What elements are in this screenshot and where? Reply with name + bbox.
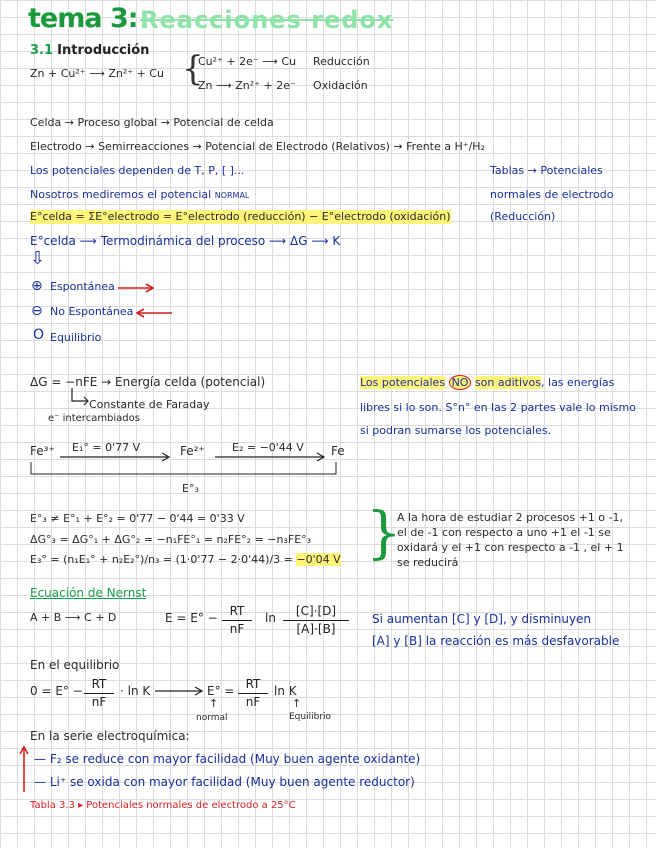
calc-line-1: E°₃ ≠ E°₁ + E°₂ = 0'77 − 0'44 = 0'33 V: [30, 512, 245, 525]
e2-label: E₂ = −0'44 V: [232, 441, 304, 454]
celda-line: Celda → Proceso global → Potencial de celda: [30, 116, 274, 129]
note-no-circled: NO: [449, 375, 472, 390]
nernst-numerator: [C]·[D]: [295, 604, 337, 618]
gibbs-equation: ΔG = −nFE → Energía celda (potencial): [30, 375, 266, 389]
half-reaction-1-label: Reducción: [313, 55, 370, 68]
equilibrio-rt: RT: [91, 677, 107, 691]
equilibrio-arrow: [155, 686, 205, 696]
equilibrio-rt-2: RT: [245, 677, 261, 691]
nernst-note-1: Si aumentan [C] y [D], y disminuyen: [372, 612, 592, 626]
fe-label: Fe: [331, 444, 345, 458]
tablas-line-3: (Reducción): [490, 210, 556, 223]
right-arrow-icon: [118, 283, 158, 293]
side-note-3: oxidará y el +1 con respecto a -1 , el + 1: [397, 541, 624, 554]
left-arrow-icon: [134, 308, 174, 318]
note-additive-1: [360, 376, 614, 390]
equilibrio-label: Equilibrio: [50, 331, 102, 344]
note-energies: , las energías: [541, 376, 615, 389]
normal-label: NORMAL: [214, 191, 250, 200]
page-title: tema 3:: [28, 3, 138, 34]
note-additive-2: libres si lo son. S°n° en las 2 partes vale lo mismo: [360, 401, 636, 414]
normal-annotation: normal: [196, 713, 228, 723]
section-number: 3.1: [30, 43, 54, 58]
tablas-line-1: Tablas → Potenciales: [490, 164, 603, 177]
fe2-label: Fe²⁺: [180, 444, 205, 458]
serie-heading: En la serie electroquímica:: [30, 729, 190, 743]
mediremos-text: Nosotros mediremos el potencial: [30, 188, 212, 201]
calc-line-2: ΔG°₃ = ΔG°₁ + ΔG°₂ = −n₁FE°₁ = n₂FE°₂ = −n₃FE°₃: [30, 533, 312, 546]
page-subtitle: Reacciones redox: [140, 6, 394, 34]
fe-arrow-2: [215, 452, 327, 462]
equilibrio-nf: nF: [91, 695, 107, 709]
espontanea-label: Espontánea: [50, 280, 115, 293]
side-note-1: A la hora de estudiar 2 procesos +1 o -1,: [397, 511, 623, 524]
nernst-ln: ln: [265, 611, 276, 625]
calc-result: −0'04 V: [296, 553, 341, 566]
side-note-4: se reducirá: [397, 556, 459, 569]
section-heading: Introducción: [57, 43, 150, 58]
main-reaction: Zn + Cu²⁺ ⟶ Zn²⁺ + Cu: [30, 67, 164, 80]
up-arrow-icon: ↑: [292, 697, 302, 710]
intro-heading-row: [30, 44, 149, 58]
electrons-label: e⁻ intercambiados: [48, 413, 140, 424]
minus-circle-icon: ⊖: [31, 303, 43, 319]
e3-label: E°₃: [182, 482, 199, 495]
no-espontanea-label: No Espontánea: [50, 305, 134, 318]
fe-arrow-1: [60, 452, 172, 462]
nernst-heading: Ecuación de Nernst: [30, 586, 147, 600]
equilibrio-lnk-2: ln K: [274, 684, 297, 698]
half-reaction-2: Zn ⟶ Zn²⁺ + 2e⁻: [198, 79, 296, 92]
fraction-bar: [84, 693, 114, 694]
calc-line-3: [30, 553, 341, 567]
fe3-label: Fe³⁺: [30, 444, 55, 458]
termodinamica-line: E°celda ⟶ Termodinámica del proceso ⟶ ΔG ⟶ K: [30, 234, 341, 248]
faraday-pointer: [70, 388, 90, 408]
equilibrio-rt-fraction: [84, 677, 114, 710]
mediremos-line: [30, 188, 249, 203]
equilibrio-nf-2: nF: [245, 695, 261, 709]
nernst-reaction: A + B ⟶ C + D: [30, 611, 117, 624]
electrodo-line: Electrodo → Semirreacciones → Potencial de Electrodo (Relativos) → Frente a H⁺/H₂: [30, 140, 485, 153]
ecelda-formula: E°celda = ΣE°electrodo = E°electrodo (reducción) − E°electrodo (oxidación): [30, 210, 451, 223]
fe-bracket: [30, 462, 340, 478]
equilibrio-heading: En el equilibrio: [30, 658, 120, 672]
plus-circle-icon: ⊕: [31, 278, 43, 294]
nernst-rt-fraction: [222, 604, 252, 637]
equilibrio-lnk: · ln K: [120, 684, 151, 698]
e1-label: E₁° = 0'77 V: [72, 441, 141, 454]
half-reaction-2-label: Oxidación: [313, 79, 368, 92]
equilibrio-e0: E° =: [207, 684, 235, 698]
nernst-note-2: [A] y [B] la reacción es más desfavorable: [372, 634, 620, 648]
nernst-nf: nF: [229, 622, 245, 636]
fraction-bar: [283, 620, 349, 621]
dependencia-line: Los potenciales dependen de T, P, [ ]...: [30, 164, 245, 177]
side-note-2: el de -1 con respecto a uno +1 el -1 se: [397, 526, 611, 539]
brace-halfreactions: {: [182, 49, 204, 89]
calc-line-3-text: E₃° = (n₁E₁° + n₂E₂°)/n₃ = (1·0'77 − 2·0'44)/3 =: [30, 553, 293, 566]
red-up-arrow-icon: [19, 746, 29, 792]
serie-item-1: — F₂ se reduce con mayor facilidad (Muy buen agente oxidante): [34, 752, 421, 766]
faraday-label: Constante de Faraday: [89, 398, 210, 411]
nernst-denominator: [A]·[B]: [296, 622, 336, 636]
nernst-lhs: E = E° −: [165, 611, 218, 625]
fraction-bar: [238, 693, 268, 694]
equilibrio-annotation: Equilibrio: [289, 712, 332, 722]
half-reaction-1: Cu²⁺ + 2e⁻ ⟶ Cu: [198, 55, 297, 68]
nernst-conc-fraction: [283, 604, 349, 637]
note-additive-3: si podran sumarse los potenciales.: [360, 424, 552, 437]
equilibrio-rt-fraction-2: [238, 677, 268, 710]
equilibrio-lhs: 0 = E° −: [30, 684, 83, 698]
tabla-reference: Tabla 3.3 ▸ Potenciales normales de electrodo a 25°C: [30, 800, 296, 811]
serie-item-2: — Li⁺ se oxida con mayor facilidad (Muy buen agente reductor): [34, 775, 415, 789]
zero-icon: O: [33, 327, 45, 343]
nernst-rt: RT: [229, 604, 245, 618]
up-arrow-icon: ↑: [209, 697, 219, 710]
note-highlight-a: Los potenciales: [360, 376, 446, 389]
tablas-line-2: normales de electrodo: [490, 188, 614, 201]
note-highlight-b: son aditivos: [474, 376, 542, 389]
down-arrow-icon: ⇩: [30, 248, 46, 269]
fraction-bar: [222, 620, 252, 621]
brace-side-note: }: [366, 501, 402, 566]
